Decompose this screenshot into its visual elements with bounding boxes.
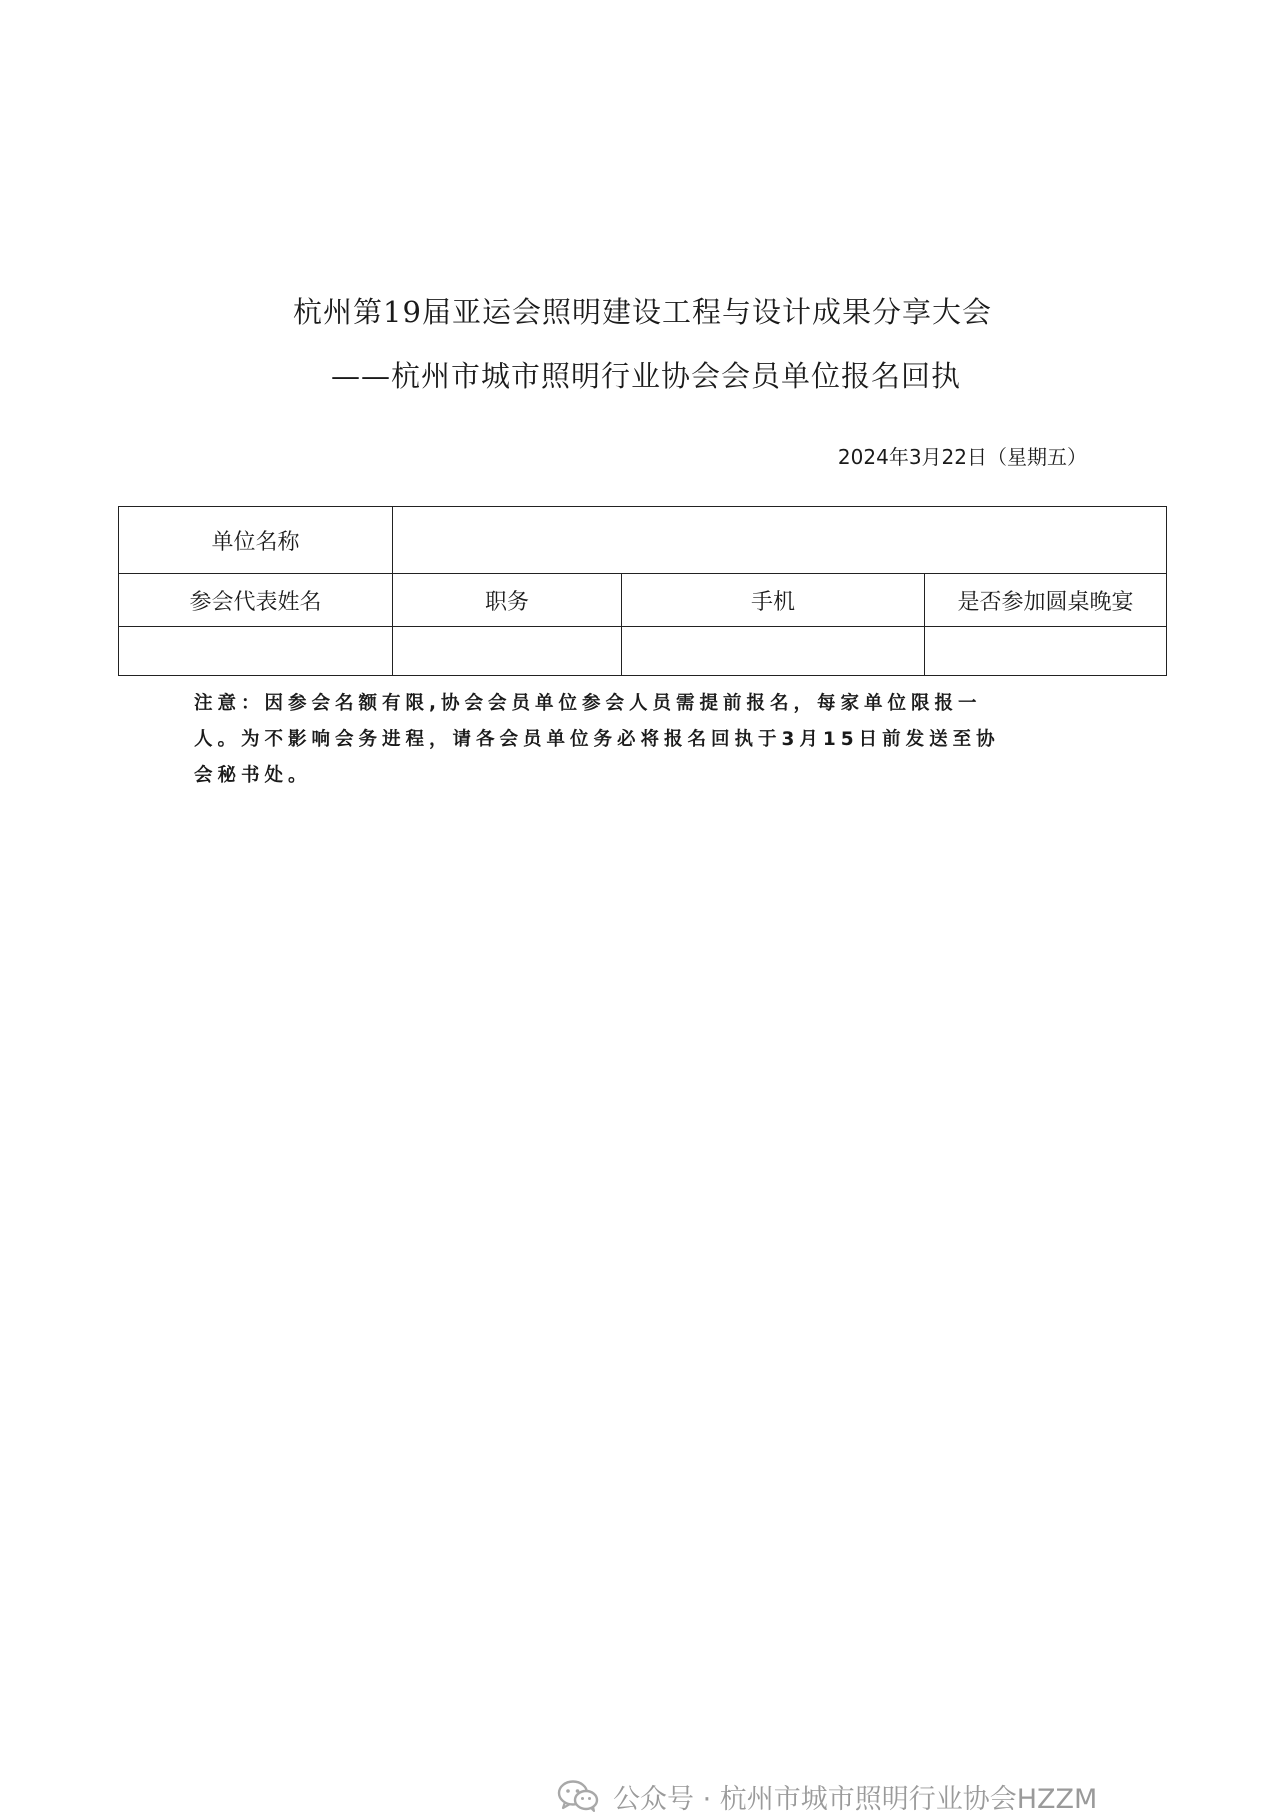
document-subtitle: ——杭州市城市照明行业协会会员单位报名回执: [331, 359, 962, 393]
notice-line: 注意：因参会名额有限,协会会员单位参会人员需提前报名，每家单位限报一: [194, 693, 982, 714]
dinner-field[interactable]: [925, 627, 1167, 676]
watermark: [557, 1779, 1097, 1813]
header-mobile: 手机: [622, 574, 925, 627]
unit-name-label: 单位名称: [119, 507, 393, 574]
table-row-unit-name: [119, 507, 1167, 574]
attendee-name-field[interactable]: [119, 627, 393, 676]
notice-line: 人。为不影响会务进程，请各会员单位务必将报名回执于3月15日前发送至协: [194, 729, 1000, 750]
header-position: 职务: [393, 574, 622, 627]
table-row-headers: [119, 574, 1167, 627]
watermark-text: 公众号 · 杭州市城市照明行业协会HZZM: [613, 1783, 1098, 1815]
header-dinner: 是否参加圆桌晚宴: [925, 574, 1167, 627]
notice: [194, 686, 1094, 794]
table-row: [119, 627, 1167, 676]
unit-name-field[interactable]: [393, 507, 1167, 574]
mobile-field[interactable]: [622, 627, 925, 676]
wechat-icon: [557, 1780, 599, 1812]
notice-line: 会秘书处。: [194, 765, 312, 786]
document-date: 2024年3月22日（星期五）: [837, 445, 1087, 469]
header-attendee-name: 参会代表姓名: [119, 574, 393, 627]
position-field[interactable]: [393, 627, 622, 676]
document-title: 杭州第19届亚运会照明建设工程与设计成果分享大会: [293, 295, 992, 329]
registration-table: [118, 506, 1167, 676]
